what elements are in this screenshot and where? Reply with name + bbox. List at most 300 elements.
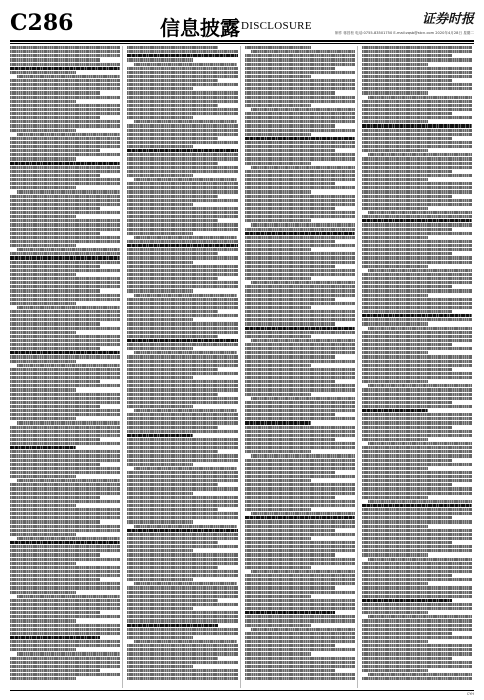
column-1 <box>10 46 123 688</box>
text-line <box>10 116 100 119</box>
text-line <box>362 657 452 660</box>
text-line <box>127 75 237 78</box>
text-line <box>362 314 472 317</box>
text-line <box>245 376 355 379</box>
text-line <box>245 607 355 610</box>
text-line <box>362 595 472 598</box>
text-line <box>17 652 121 655</box>
text-line <box>10 318 120 321</box>
text-line <box>245 483 355 486</box>
column-2 <box>127 46 240 688</box>
text-line <box>362 619 472 622</box>
text-line <box>245 500 355 503</box>
text-line <box>127 376 193 379</box>
text-line <box>10 562 76 565</box>
text-line <box>251 339 355 342</box>
text-line <box>245 46 311 49</box>
text-line <box>127 199 237 202</box>
text-line <box>10 471 120 474</box>
text-line <box>362 75 472 78</box>
text-line <box>245 67 335 70</box>
text-line <box>127 153 237 156</box>
text-line <box>127 83 237 86</box>
text-line <box>134 640 238 643</box>
text-line <box>127 500 237 503</box>
text-line <box>245 541 355 544</box>
text-line <box>10 269 120 272</box>
text-line <box>245 360 355 363</box>
text-line <box>245 545 355 548</box>
text-line <box>127 302 237 305</box>
text-line <box>362 347 472 350</box>
text-line <box>10 153 120 156</box>
text-line <box>127 615 237 618</box>
text-line <box>127 454 237 457</box>
text-line <box>362 459 452 462</box>
text-line <box>134 525 238 528</box>
text-line <box>10 67 120 70</box>
text-line <box>362 145 472 148</box>
text-line <box>10 624 120 627</box>
text-line <box>245 289 355 292</box>
text-line <box>10 314 120 317</box>
text-line <box>10 632 120 635</box>
text-line <box>245 91 335 94</box>
text-line <box>10 574 120 577</box>
text-line <box>245 96 355 99</box>
text-line <box>245 665 355 668</box>
text-line <box>127 384 237 387</box>
text-line <box>245 549 355 552</box>
text-line <box>10 343 120 346</box>
text-line <box>10 232 100 235</box>
text-line <box>245 533 355 536</box>
text-line <box>127 652 237 655</box>
text-line <box>245 648 355 651</box>
text-line <box>245 459 355 462</box>
text-line <box>127 479 237 482</box>
text-line <box>10 199 120 202</box>
text-line <box>17 306 121 309</box>
text-line <box>127 244 237 247</box>
text-line <box>10 463 100 466</box>
text-line <box>10 331 76 334</box>
text-line <box>10 203 120 206</box>
text-line <box>362 504 472 507</box>
text-line <box>127 261 193 264</box>
text-line <box>134 236 238 239</box>
text-line <box>368 673 472 676</box>
text-line <box>10 648 76 651</box>
text-line <box>10 100 76 103</box>
text-line <box>127 335 217 338</box>
text-line <box>127 318 193 321</box>
text-line <box>362 520 472 523</box>
text-line <box>10 644 120 647</box>
text-line <box>10 339 120 342</box>
text-line <box>245 525 355 528</box>
text-line <box>362 124 472 127</box>
text-line <box>134 294 238 297</box>
text-line <box>362 281 472 284</box>
text-line <box>127 520 193 523</box>
text-line <box>127 438 237 441</box>
text-line <box>127 562 237 565</box>
text-line <box>127 162 217 165</box>
text-line <box>10 141 120 144</box>
text-line <box>127 182 237 185</box>
text-line <box>362 108 472 111</box>
text-line <box>362 104 472 107</box>
text-line <box>10 553 100 556</box>
text-line <box>127 566 217 569</box>
text-line <box>127 256 237 259</box>
text-line <box>127 463 193 466</box>
text-line <box>362 393 472 396</box>
text-line <box>127 170 237 173</box>
text-line <box>127 46 217 49</box>
text-line <box>362 475 472 478</box>
text-line <box>245 199 355 202</box>
text-line <box>245 310 355 313</box>
text-line <box>245 277 311 280</box>
text-line <box>245 595 311 598</box>
text-line <box>127 368 217 371</box>
text-line <box>245 669 335 672</box>
text-line <box>10 149 100 152</box>
text-line <box>127 632 237 635</box>
text-line <box>127 100 237 103</box>
text-line <box>245 219 311 222</box>
text-line <box>245 355 335 358</box>
text-line <box>245 417 355 420</box>
text-line <box>362 632 452 635</box>
text-line <box>245 141 355 144</box>
text-line <box>127 232 193 235</box>
text-line <box>127 661 237 664</box>
text-line <box>245 215 355 218</box>
text-line <box>127 166 237 169</box>
text-line <box>362 652 472 655</box>
text-line <box>362 50 472 53</box>
text-line <box>362 277 472 280</box>
text-line <box>245 149 335 152</box>
text-line <box>127 492 193 495</box>
text-line <box>362 100 472 103</box>
text-line <box>368 153 472 156</box>
text-line <box>245 578 355 581</box>
text-line <box>17 248 121 251</box>
text-line <box>362 322 428 325</box>
text-line <box>245 269 355 272</box>
text-line <box>362 137 452 140</box>
page-header <box>0 0 484 44</box>
text-line <box>10 285 120 288</box>
text-line <box>245 232 355 235</box>
text-line <box>10 512 120 515</box>
text-line <box>127 516 237 519</box>
text-line <box>127 223 237 226</box>
text-line <box>245 516 355 519</box>
text-line <box>134 467 238 470</box>
text-line <box>245 145 355 148</box>
text-line <box>10 294 120 297</box>
text-line <box>245 248 311 251</box>
text-line <box>127 459 237 462</box>
text-line <box>362 492 472 495</box>
text-line <box>245 492 355 495</box>
text-line <box>127 137 217 140</box>
text-line <box>127 277 217 280</box>
text-line <box>10 372 120 375</box>
text-line <box>10 310 120 313</box>
text-line <box>10 46 120 49</box>
text-line <box>127 529 237 532</box>
text-line <box>245 393 311 396</box>
text-line <box>368 442 472 445</box>
text-line <box>10 520 100 523</box>
text-line <box>10 628 120 631</box>
text-line <box>10 335 120 338</box>
text-line <box>245 566 311 569</box>
text-line <box>10 566 120 569</box>
text-line <box>10 442 120 445</box>
text-line <box>127 586 237 589</box>
footer-mark: CYH <box>466 692 474 696</box>
text-line <box>362 133 472 136</box>
text-line <box>127 624 217 627</box>
text-line <box>10 384 120 387</box>
text-line <box>362 496 428 499</box>
text-line <box>10 182 120 185</box>
text-line <box>10 508 120 511</box>
text-line <box>245 190 311 193</box>
text-line <box>10 558 120 561</box>
text-line <box>362 397 472 400</box>
text-line <box>362 413 472 416</box>
text-line <box>10 174 100 177</box>
text-line <box>251 512 355 515</box>
text-line <box>127 248 237 251</box>
text-line <box>245 174 355 177</box>
text-line <box>10 170 120 173</box>
text-line <box>17 133 121 136</box>
text-line <box>362 219 472 222</box>
text-line <box>362 644 472 647</box>
text-line <box>362 376 472 379</box>
text-line <box>127 71 237 74</box>
text-line <box>10 636 100 639</box>
text-line <box>10 549 120 552</box>
text-line <box>362 421 472 424</box>
text-line <box>10 124 120 127</box>
text-line <box>245 413 335 416</box>
text-line <box>362 236 428 239</box>
text-line <box>10 327 120 330</box>
text-line <box>127 347 193 350</box>
text-line <box>127 413 237 416</box>
text-line <box>362 302 472 305</box>
text-line <box>362 207 428 210</box>
article-columns <box>10 46 474 688</box>
text-line <box>10 215 76 218</box>
text-line <box>251 570 355 573</box>
text-line <box>251 628 355 631</box>
text-line <box>10 351 120 354</box>
text-line <box>10 397 120 400</box>
text-line <box>245 351 355 354</box>
text-line <box>362 677 472 680</box>
text-line <box>10 446 76 449</box>
text-line <box>127 397 237 400</box>
text-line <box>362 240 472 243</box>
section-title-en: DISCLOSURE <box>241 20 312 32</box>
text-line <box>127 508 217 511</box>
text-line <box>362 343 452 346</box>
text-line <box>245 256 355 259</box>
text-line <box>362 661 472 664</box>
text-line <box>368 558 472 561</box>
text-line <box>251 454 355 457</box>
text-line <box>362 574 452 577</box>
text-line <box>10 244 76 247</box>
text-line <box>362 409 428 412</box>
text-line <box>10 426 120 429</box>
text-line <box>10 207 100 210</box>
text-line <box>245 182 335 185</box>
text-line <box>127 426 217 429</box>
text-line <box>245 302 355 305</box>
text-line <box>362 166 472 169</box>
text-line <box>368 384 472 387</box>
text-line <box>245 673 355 676</box>
text-line <box>127 537 237 540</box>
text-line <box>245 137 355 140</box>
text-line <box>10 607 120 610</box>
text-line <box>127 265 237 268</box>
text-line <box>10 525 120 528</box>
text-line <box>245 203 355 206</box>
text-line <box>10 360 76 363</box>
text-line <box>245 306 311 309</box>
text-line <box>127 145 193 148</box>
text-line <box>245 252 355 255</box>
text-line <box>362 54 452 57</box>
text-line <box>127 677 237 680</box>
text-line <box>10 500 120 503</box>
text-line <box>10 380 100 383</box>
text-line <box>10 657 120 660</box>
text-line <box>245 652 311 655</box>
text-line <box>362 186 472 189</box>
text-line <box>10 615 120 618</box>
text-line <box>362 63 428 66</box>
text-line <box>10 50 120 53</box>
text-line <box>362 339 472 342</box>
text-line <box>134 582 238 585</box>
text-line <box>10 71 76 74</box>
text-line <box>127 252 217 255</box>
text-line <box>127 87 193 90</box>
text-line <box>368 96 472 99</box>
text-line <box>10 129 76 132</box>
text-line <box>362 426 452 429</box>
text-line <box>10 405 100 408</box>
text-line <box>10 529 120 532</box>
text-line <box>127 327 237 330</box>
text-line <box>245 240 335 243</box>
text-line <box>362 58 472 61</box>
text-line <box>10 413 120 416</box>
text-line <box>245 430 355 433</box>
text-line <box>245 364 311 367</box>
text-line <box>127 421 237 424</box>
text-line <box>362 120 428 123</box>
text-line <box>127 607 193 610</box>
text-line <box>10 376 120 379</box>
text-line <box>10 454 120 457</box>
text-line <box>362 157 472 160</box>
header-meta: 制作 蒋昌松 电话:0755-83501750 E-mail:zqsb@stcn.com 2020年4月28日 星期二 <box>334 31 474 35</box>
text-line <box>127 545 237 548</box>
text-line <box>245 442 355 445</box>
text-line <box>127 483 217 486</box>
text-line <box>127 104 217 107</box>
text-line <box>10 661 120 664</box>
text-line <box>245 104 311 107</box>
text-line <box>245 347 355 350</box>
text-line <box>245 384 355 387</box>
text-line <box>127 512 237 515</box>
text-line <box>10 252 120 255</box>
text-line <box>245 87 355 90</box>
text-line <box>245 463 355 466</box>
text-line <box>362 289 472 292</box>
text-line <box>127 603 237 606</box>
text-line <box>127 269 237 272</box>
text-line <box>362 640 428 643</box>
text-line <box>245 619 355 622</box>
text-line <box>10 533 76 536</box>
text-line <box>10 673 120 676</box>
text-line <box>10 586 120 589</box>
text-line <box>10 487 120 490</box>
text-line <box>368 500 472 503</box>
text-line <box>10 368 120 371</box>
text-line <box>127 570 237 573</box>
text-line <box>127 595 237 598</box>
text-line <box>362 83 472 86</box>
text-line <box>10 289 100 292</box>
text-line <box>362 170 452 173</box>
text-line <box>127 306 237 309</box>
text-line <box>245 372 355 375</box>
text-line <box>245 426 355 429</box>
text-line <box>127 648 237 651</box>
text-line <box>245 294 355 297</box>
text-line <box>10 492 120 495</box>
text-line <box>362 566 472 569</box>
text-line <box>245 520 355 523</box>
text-line <box>127 273 237 276</box>
text-line <box>10 409 120 412</box>
text-line <box>362 508 472 511</box>
text-line <box>10 483 120 486</box>
text-line <box>362 599 452 602</box>
text-line <box>127 578 193 581</box>
text-line <box>362 178 428 181</box>
text-line <box>127 116 193 119</box>
